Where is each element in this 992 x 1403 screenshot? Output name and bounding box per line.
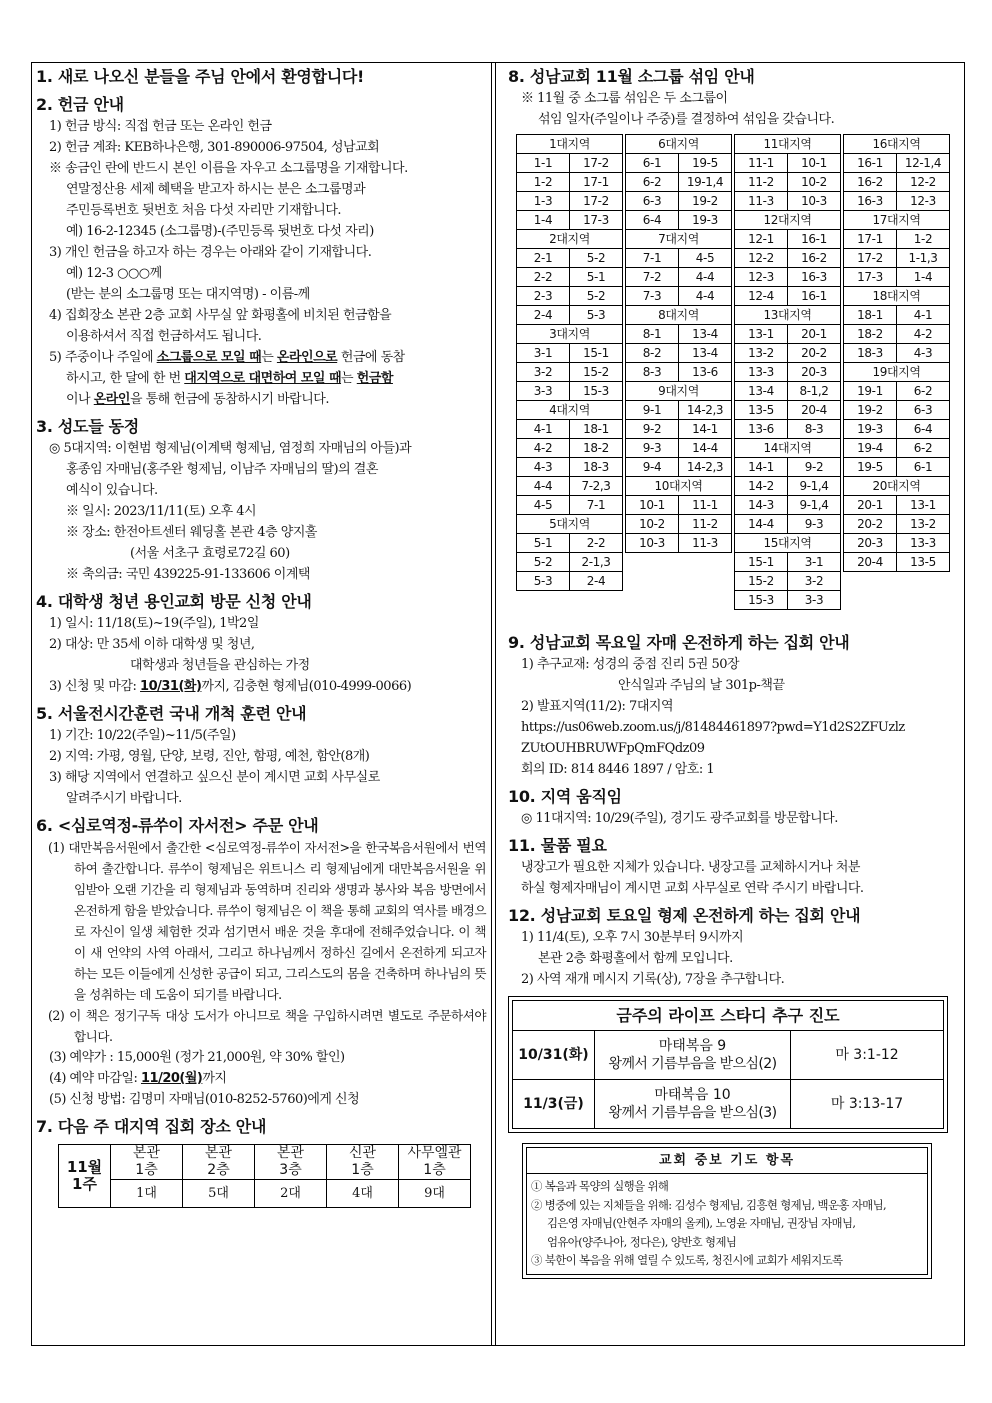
group-cell: 2-2	[517, 268, 570, 287]
prayer-list	[527, 1174, 927, 1274]
section-book-title: 6. <심로역정-류쑤이 자서전> 주문 안내	[36, 816, 319, 835]
partner-cell: 5-3	[570, 306, 623, 325]
partner-cell: 14-2,3	[679, 401, 732, 420]
offering-line: 하시고, 한 달에 한 번 대지역으로 대면하여 모일 때는 헌금함	[66, 371, 393, 386]
group-cell: 17-3	[844, 268, 897, 287]
partner-cell: 3-3	[788, 591, 841, 610]
group-cell: 19-1	[844, 382, 897, 401]
group-cell: 11-1	[735, 154, 788, 173]
training-line: 알려주시기 바랍니다.	[66, 791, 182, 806]
region-header: 17대지역	[844, 211, 950, 230]
partner-cell: 20-2	[788, 344, 841, 363]
meeting-place-table	[58, 1144, 471, 1208]
partner-cell: 6-3	[897, 401, 950, 420]
partner-cell: 9-1,4	[788, 477, 841, 496]
partner-cell: 17-2	[570, 154, 623, 173]
life-study-date: 10/31(화)	[513, 1031, 595, 1080]
group-cell: 15-2	[735, 572, 788, 591]
group-cell: 3-1	[517, 344, 570, 363]
prayer-item: ② 병중에 있는 지체들을 위해: 김성수 형제님, 김흥현 형제님, 백운홍 자매님,	[531, 1197, 886, 1212]
partner-cell: 15-3	[570, 382, 623, 401]
partner-cell: 19-1,4	[679, 173, 732, 192]
column-divider	[491, 62, 492, 1346]
region-header: 1대지역	[517, 135, 623, 154]
partner-cell: 10-2	[788, 173, 841, 192]
group-cell: 7-2	[626, 268, 679, 287]
region-header: 11대지역	[735, 135, 841, 154]
region-header: 4대지역	[517, 401, 623, 420]
partner-cell: 16-1	[788, 230, 841, 249]
partner-cell: 9-3	[788, 515, 841, 534]
offering-line: 5) 주중이나 주일에 소그룹으로 모일 때는 온라인으로 헌금에 동참	[49, 350, 405, 365]
group-cell: 1-4	[517, 211, 570, 230]
partner-cell: 1-1,3	[897, 249, 950, 268]
group-cell: 17-1	[844, 230, 897, 249]
partner-cell: 3-2	[788, 572, 841, 591]
offering-line: 이용하셔서 직접 헌금하셔도 됩니다.	[66, 329, 262, 344]
region-header: 13대지역	[735, 306, 841, 325]
group-cell: 15-3	[735, 591, 788, 610]
visit-line: 대학생과 청년들을 관심하는 가정	[130, 658, 310, 673]
group-cell: 13-2	[735, 344, 788, 363]
group-cell: 12-3	[735, 268, 788, 287]
book-paragraph-1: (1) 대만복음서원에서 출간한 <심로역정-류쑤이 자서전>을 한국복음서원에서 번역하여 출간합니다. 류쑤이 형제님은 위트니스 리 형제님에게 대만복음서원을 위임받아 오랜 기간을 리 형제님과 동역하며 진리와 생명과 봉사와 복음 방면에서 온전하게 함을 받았습니다. 류쑤이 형제님은 이 책을 통해 교회의 역사를 배경으로 자신이 일생 체험한 것과 섬기면서 배운 것을 후대에 전해주었습니다. 이 책이 새 언약의 사역 아래서, 그리고 하나님께서 정하신 길에서 온전하게 되고자 하는 모든 이들에게 신성한 공급이 되고, 그리스도의 몸을 건축하며 하나님의 뜻을 성취하는 데 도움이 되기를 바랍니다.	[48, 840, 486, 1002]
section-mingling-title: 8. 성남교회 11월 소그룹 섞임 안내	[508, 67, 755, 86]
group-cell: 5-2	[517, 553, 570, 572]
mingling-table-col4	[843, 134, 950, 572]
group-cell: 5-1	[517, 534, 570, 553]
group-cell: 8-2	[626, 344, 679, 363]
offering-line: 4) 집회장소 본관 2층 교회 사무실 앞 화평홀에 비치된 헌금함을	[49, 308, 392, 323]
offering-line: 예) 12-3 ○○○께	[66, 266, 162, 281]
place-name: 신관 1층	[327, 1145, 399, 1180]
group-cell: 19-5	[844, 458, 897, 477]
partner-cell: 14-2,3	[679, 458, 732, 477]
region-header: 19대지역	[844, 363, 950, 382]
news-line: ※ 장소: 한전아트센터 웨딩홀 본관 4층 양지홀	[66, 525, 317, 540]
life-study-date: 11/3(금)	[513, 1080, 595, 1129]
partner-cell: 18-1	[570, 420, 623, 439]
partner-cell: 17-1	[570, 173, 623, 192]
mingling-table-col2	[625, 134, 732, 553]
partner-cell: 16-2	[788, 249, 841, 268]
group-cell: 14-1	[735, 458, 788, 477]
partner-cell: 7-2,3	[570, 477, 623, 496]
week-label: 11월 1주	[59, 1145, 111, 1208]
partner-cell: 19-3	[679, 211, 732, 230]
partner-cell: 6-1	[897, 458, 950, 477]
book-line: (5) 신청 방법: 김명미 자매님(010-8252-5760)에게 신청	[49, 1092, 360, 1107]
section-meeting-place-title: 7. 다음 주 대지역 집회 장소 안내	[36, 1117, 267, 1136]
prayer-item: ③ 북한이 복음을 위해 열릴 수 있도록, 청진시에 교회가 세워지도록	[531, 1253, 843, 1267]
group-cell: 9-4	[626, 458, 679, 477]
partner-cell: 8-3	[788, 420, 841, 439]
partner-cell: 13-2	[897, 515, 950, 534]
partner-cell: 20-3	[788, 363, 841, 382]
brothers-line: 본관 2층 화평홀에서 함께 모입니다.	[538, 951, 733, 966]
partner-cell: 12-2	[897, 173, 950, 192]
section-movement-title: 10. 지역 움직임	[508, 787, 622, 806]
partner-cell: 15-1	[570, 344, 623, 363]
partner-cell: 15-2	[570, 363, 623, 382]
group-cell: 8-3	[626, 363, 679, 382]
group-cell: 1-2	[517, 173, 570, 192]
group-cell: 4-3	[517, 458, 570, 477]
visit-line: 1) 일시: 11/18(토)~19(주일), 1박2일	[49, 616, 259, 631]
brothers-line: 1) 11/4(토), 오후 7시 30분부터 9시까지	[521, 930, 744, 945]
partner-cell: 13-5	[897, 553, 950, 572]
group-cell: 11-2	[735, 173, 788, 192]
group-cell: 8-1	[626, 325, 679, 344]
visit-line: 3) 신청 및 마감: 10/31(화)까지, 김충현 형제님(010-4999-0066)	[49, 679, 412, 694]
partner-cell: 3-1	[788, 553, 841, 572]
life-study-message: 마태복음 9 왕께서 기름부음을 받으심(2)	[595, 1031, 791, 1080]
partner-cell: 4-2	[897, 325, 950, 344]
partner-cell: 10-3	[788, 192, 841, 211]
region-header: 20대지역	[844, 477, 950, 496]
group-cell: 9-2	[626, 420, 679, 439]
region-header: 7대지역	[626, 230, 732, 249]
partner-cell: 20-1	[788, 325, 841, 344]
offering-line: ※ 송금인 란에 반드시 본인 이름을 자우고 소그룹명을 기재합니다.	[49, 161, 408, 176]
partner-cell: 6-2	[897, 439, 950, 458]
group-cell: 2-4	[517, 306, 570, 325]
partner-cell: 1-4	[897, 268, 950, 287]
place-region: 2대	[255, 1180, 327, 1208]
group-cell: 5-3	[517, 572, 570, 591]
partner-cell: 13-6	[679, 363, 732, 382]
group-cell: 3-2	[517, 363, 570, 382]
offering-line: 1) 헌금 방식: 직접 헌금 또는 온라인 헌금	[49, 119, 272, 134]
left-column	[36, 66, 486, 1208]
book-line: (4) 예약 마감일: 11/20(월)까지	[49, 1071, 227, 1086]
training-line: 2) 지역: 가평, 영월, 단양, 보령, 진안, 함평, 예천, 함안(8개)	[49, 749, 370, 764]
group-cell: 12-1	[735, 230, 788, 249]
life-study-box	[508, 996, 948, 1133]
place-name: 사무엘관 1층	[399, 1145, 471, 1180]
life-study-range: 마 3:1-12	[791, 1031, 944, 1080]
column-divider-2	[495, 62, 496, 1346]
partner-cell: 10-1	[788, 154, 841, 173]
partner-cell: 4-4	[679, 268, 732, 287]
place-region: 5대	[183, 1180, 255, 1208]
section-offering-title: 2. 헌금 안내	[36, 95, 124, 114]
partner-cell: 9-1,4	[788, 496, 841, 515]
group-cell: 6-2	[626, 173, 679, 192]
mingling-table-col1	[516, 134, 623, 591]
region-header: 3대지역	[517, 325, 623, 344]
place-region: 1대	[111, 1180, 183, 1208]
group-cell: 10-1	[626, 496, 679, 515]
partner-cell: 13-1	[897, 496, 950, 515]
group-cell: 10-3	[626, 534, 679, 553]
sisters-line: 1) 추구교재: 성경의 중점 진리 5권 50장	[521, 657, 740, 672]
group-cell: 20-1	[844, 496, 897, 515]
partner-cell: 1-2	[897, 230, 950, 249]
group-cell: 6-4	[626, 211, 679, 230]
group-cell: 19-4	[844, 439, 897, 458]
partner-cell: 6-4	[897, 420, 950, 439]
offering-line: 이나 온라인을 통해 헌금에 동참하시기 바랍니다.	[66, 392, 329, 407]
partner-cell: 4-3	[897, 344, 950, 363]
group-cell: 15-1	[735, 553, 788, 572]
items-line: 하실 형제자매님이 계시면 교회 사무실로 연락 주시기 바랍니다.	[521, 881, 864, 896]
region-header: 6대지역	[626, 135, 732, 154]
group-cell: 2-3	[517, 287, 570, 306]
group-cell: 18-2	[844, 325, 897, 344]
partner-cell: 19-2	[679, 192, 732, 211]
section-welcome-title: 1. 새로 나오신 분들을 주님 안에서 환영합니다!	[36, 67, 365, 86]
region-header: 2대지역	[517, 230, 623, 249]
group-cell: 9-3	[626, 439, 679, 458]
brothers-line: 2) 사역 재개 메시지 기록(상), 7장을 추구합니다.	[521, 972, 785, 987]
news-line: (서울 서초구 효령로72길 60)	[130, 546, 290, 561]
group-cell: 17-2	[844, 249, 897, 268]
partner-cell: 11-2	[679, 515, 732, 534]
group-cell: 6-3	[626, 192, 679, 211]
partner-cell: 16-3	[788, 268, 841, 287]
group-cell: 7-1	[626, 249, 679, 268]
visit-line: 2) 대상: 만 35세 이하 대학생 및 청년,	[49, 637, 255, 652]
group-cell: 13-1	[735, 325, 788, 344]
partner-cell: 18-3	[570, 458, 623, 477]
partner-cell: 19-5	[679, 154, 732, 173]
offering-line: (받는 분의 소그룹명 또는 대지역명) - 이름-께	[66, 287, 310, 302]
partner-cell: 13-4	[679, 344, 732, 363]
region-header: 5대지역	[517, 515, 623, 534]
partner-cell: 20-4	[788, 401, 841, 420]
sisters-line: 안식일과 주님의 날 301p-책끝	[618, 678, 785, 693]
life-study-table	[512, 1000, 944, 1129]
partner-cell: 13-4	[679, 325, 732, 344]
group-cell: 7-3	[626, 287, 679, 306]
training-line: 1) 기간: 10/22(주일)~11/5(주일)	[49, 728, 236, 743]
partner-cell: 2-4	[570, 572, 623, 591]
partner-cell: 8-1,2	[788, 382, 841, 401]
partner-cell: 2-2	[570, 534, 623, 553]
group-cell: 18-3	[844, 344, 897, 363]
place-region: 4대	[327, 1180, 399, 1208]
group-cell: 4-2	[517, 439, 570, 458]
partner-cell: 5-2	[570, 287, 623, 306]
group-cell: 20-4	[844, 553, 897, 572]
group-cell: 18-1	[844, 306, 897, 325]
group-cell: 14-3	[735, 496, 788, 515]
mingling-line: ※ 11월 중 소그룹 섞임은 두 소그룹이	[521, 91, 728, 106]
group-cell: 13-6	[735, 420, 788, 439]
prayer-box	[522, 1143, 932, 1279]
region-header: 12대지역	[735, 211, 841, 230]
group-cell: 4-1	[517, 420, 570, 439]
partner-cell: 5-1	[570, 268, 623, 287]
section-visit-title: 4. 대학생 청년 용인교회 방문 신청 안내	[36, 592, 312, 611]
partner-cell: 9-2	[788, 458, 841, 477]
partner-cell: 14-1	[679, 420, 732, 439]
partner-cell: 7-1	[570, 496, 623, 515]
region-header: 14대지역	[735, 439, 841, 458]
zoom-link[interactable]: https://us06web.zoom.us/j/81484461897?pwd=Y1d2S2ZFUzlz	[521, 720, 905, 735]
prayer-title: 교회 중보 기도 항목	[527, 1148, 927, 1174]
partner-cell: 18-2	[570, 439, 623, 458]
group-cell: 20-3	[844, 534, 897, 553]
place-name: 본관 3층	[255, 1145, 327, 1180]
group-cell: 12-4	[735, 287, 788, 306]
group-cell: 13-4	[735, 382, 788, 401]
offering-line: 연말정산용 세제 혜택을 받고자 하시는 분은 소그룹명과	[66, 182, 366, 197]
prayer-item: ① 복음과 목양의 실행을 위해	[531, 1179, 669, 1193]
region-header: 15대지역	[735, 534, 841, 553]
group-cell: 19-2	[844, 401, 897, 420]
region-header: 9대지역	[626, 382, 732, 401]
movement-line: ◎ 11대지역: 10/29(주일), 경기도 광주교회를 방문합니다.	[521, 811, 838, 826]
offering-line: 주민등록번호 뒷번호 처음 다섯 자리만 기재합니다.	[66, 203, 342, 218]
mingling-table-col3	[734, 134, 841, 610]
partner-cell: 4-1	[897, 306, 950, 325]
group-cell: 19-3	[844, 420, 897, 439]
group-cell: 12-2	[735, 249, 788, 268]
place-region: 9대	[399, 1180, 471, 1208]
items-line: 냉장고가 필요한 지체가 있습니다. 냉장고를 교체하시거나 처분	[521, 860, 860, 875]
partner-cell: 12-3	[897, 192, 950, 211]
news-line: ※ 일시: 2023/11/11(토) 오후 4시	[66, 504, 257, 519]
news-line: 홍종임 자매님(홍주완 형제님, 이남주 자매님의 딸)의 결혼	[66, 462, 378, 477]
section-news-title: 3. 성도들 동정	[36, 417, 139, 436]
group-cell: 13-5	[735, 401, 788, 420]
region-header: 16대지역	[844, 135, 950, 154]
group-cell: 16-1	[844, 154, 897, 173]
group-cell: 1-3	[517, 192, 570, 211]
group-cell: 9-1	[626, 401, 679, 420]
group-cell: 11-3	[735, 192, 788, 211]
life-study-range: 마 3:13-17	[791, 1080, 944, 1129]
group-cell: 14-4	[735, 515, 788, 534]
offering-line: 3) 개인 헌금을 하고자 하는 경우는 아래와 같이 기재합니다.	[49, 245, 372, 260]
right-column	[508, 66, 958, 1279]
partner-cell: 17-3	[570, 211, 623, 230]
section-sisters-title: 9. 성남교회 목요일 자매 온전하게 하는 집회 안내	[508, 633, 850, 652]
training-line: 3) 해당 지역에서 연결하고 싶으신 분이 계시면 교회 사무실로	[49, 770, 380, 785]
section-brothers-title: 12. 성남교회 토요일 형제 온전하게 하는 집회 안내	[508, 906, 861, 925]
news-line: 예식이 있습니다.	[66, 483, 158, 498]
region-header: 18대지역	[844, 287, 950, 306]
group-cell: 13-3	[735, 363, 788, 382]
partner-cell: 6-2	[897, 382, 950, 401]
partner-cell: 11-1	[679, 496, 732, 515]
life-study-title: 금주의 라이프 스타디 추구 진도	[513, 1001, 944, 1031]
group-cell: 2-1	[517, 249, 570, 268]
zoom-link-cont[interactable]: ZUtOUHBRUWFpQmFQdz09	[521, 741, 705, 756]
book-paragraph-2: (2) 이 책은 정기구독 대상 도서가 아니므로 책을 구입하시려면 별도로 주문하셔야 합니다.	[48, 1008, 486, 1044]
section-training-title: 5. 서울전시간훈련 국내 개척 훈련 안내	[36, 704, 307, 723]
partner-cell: 11-3	[679, 534, 732, 553]
place-name: 본관 2층	[183, 1145, 255, 1180]
section-items-title: 11. 물품 필요	[508, 836, 607, 855]
region-header: 10대지역	[626, 477, 732, 496]
book-line: (3) 예약가 : 15,000원 (정가 21,000원, 약 30% 할인)	[49, 1050, 345, 1065]
region-header: 8대지역	[626, 306, 732, 325]
group-cell: 16-3	[844, 192, 897, 211]
mingling-line: 섞임 일자(주일이나 주중)를 결정하여 섞임을 갖습니다.	[538, 112, 835, 127]
group-cell: 1-1	[517, 154, 570, 173]
partner-cell: 14-4	[679, 439, 732, 458]
partner-cell: 16-1	[788, 287, 841, 306]
sisters-line: 회의 ID: 814 8446 1897 / 암호: 1	[521, 762, 715, 777]
group-cell: 16-2	[844, 173, 897, 192]
offering-line: 2) 헌금 계좌: KEB하나은행, 301-890006-97504, 성남교회	[49, 140, 380, 155]
group-cell: 20-2	[844, 515, 897, 534]
news-line: ※ 축의금: 국민 439225-91-133606 이계택	[66, 567, 310, 582]
partner-cell: 2-1,3	[570, 553, 623, 572]
news-line: ◎ 5대지역: 이현범 형제님(이계택 형제님, 염정희 자매님의 아들)과	[49, 441, 412, 456]
partner-cell: 5-2	[570, 249, 623, 268]
group-cell: 6-1	[626, 154, 679, 173]
place-name: 본관 1층	[111, 1145, 183, 1180]
partner-cell: 4-4	[679, 287, 732, 306]
group-cell: 4-4	[517, 477, 570, 496]
sisters-line: 2) 발표지역(11/2): 7대지역	[521, 699, 674, 714]
group-cell: 4-5	[517, 496, 570, 515]
group-cell: 3-3	[517, 382, 570, 401]
life-study-message: 마태복음 10 왕께서 기름부음을 받으심(3)	[595, 1080, 791, 1129]
group-cell: 14-2	[735, 477, 788, 496]
prayer-item: 엄유아(양주나아, 정다은), 양반호 형제님	[547, 1234, 737, 1249]
partner-cell: 13-3	[897, 534, 950, 553]
prayer-item: 김은영 자매님(안현주 자매의 올케), 노영윤 자매님, 권장님 자매님,	[547, 1216, 856, 1230]
partner-cell: 17-2	[570, 192, 623, 211]
offering-line: 예) 16-2-12345 (소그룹명)-(주민등록 뒷번호 다섯 자리)	[66, 224, 374, 239]
mingling-tables	[508, 134, 958, 622]
partner-cell: 12-1,4	[897, 154, 950, 173]
group-cell: 10-2	[626, 515, 679, 534]
partner-cell: 4-5	[679, 249, 732, 268]
